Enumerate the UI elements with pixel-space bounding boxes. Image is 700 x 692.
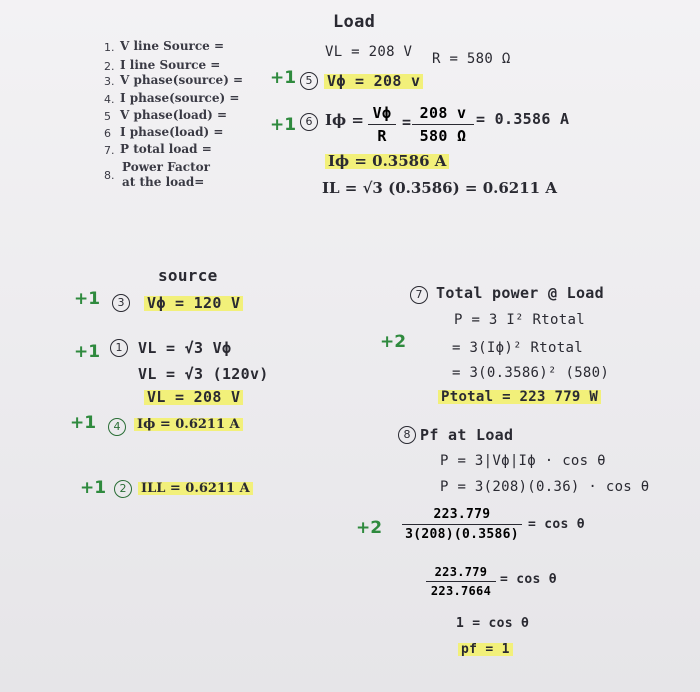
s1-formula: VL = √3 Vϕ — [138, 339, 232, 357]
s1-line-voltage: VL = 208 V — [144, 390, 243, 405]
q3-number: 3. — [104, 75, 115, 88]
pf-result: pf = 1 — [458, 643, 513, 656]
fraction-bar — [368, 124, 396, 125]
s2-line-current: ILL = 0.6211 A — [138, 482, 253, 495]
pf-points: +2 — [356, 518, 383, 538]
q8-label-line1: Power Factor — [122, 160, 210, 174]
s6-lhs: Iϕ = — [325, 111, 364, 129]
load-phase-current: Iϕ = 0.3586 A — [325, 154, 449, 169]
s3-points: +1 — [74, 289, 101, 309]
s6-result: = 0.3586 A — [476, 110, 570, 128]
s6-fraction-numeric — [412, 104, 474, 145]
load-resistance: R = 580 Ω — [432, 51, 511, 67]
s2-number: 2 — [114, 480, 132, 498]
fraction-bar — [412, 124, 474, 125]
fraction-bar — [426, 581, 496, 582]
s4-number: 4 — [108, 418, 126, 436]
s6-points: +1 — [270, 115, 297, 135]
pf-unity: 1 = cos θ — [456, 616, 530, 631]
q1-number: 1. — [104, 41, 115, 54]
s1-circle — [110, 339, 128, 357]
q7-label: P total load = — [120, 142, 212, 156]
pf-fraction-1 — [402, 507, 522, 542]
s6-equals: = — [402, 113, 412, 131]
s6-number: 6 — [300, 113, 318, 131]
power-total: Ptotal = 223 779 W — [438, 390, 601, 404]
q8-number: 8. — [104, 169, 115, 182]
s8-circle — [398, 426, 416, 444]
s8-number: 8 — [398, 426, 416, 444]
pf-frac1-denominator: 3(208)(0.3586) — [405, 527, 519, 542]
load-title: Load — [333, 12, 376, 32]
s7-title: Total power @ Load — [436, 284, 604, 302]
pf-frac2-rhs: = cos θ — [500, 572, 557, 587]
pf-frac2-numerator: 223.779 — [434, 565, 488, 579]
s1-substitution: VL = √3 (120v) — [138, 365, 269, 383]
s4-points: +1 — [70, 413, 97, 433]
pf-frac2-denominator: 223.7664 — [430, 584, 492, 598]
q2-label: I line Source = — [120, 58, 221, 72]
pf-frac1-numerator: 223.779 — [433, 507, 491, 522]
q6-number: 6 — [104, 127, 111, 140]
load-line-current: IL = √3 (0.3586) = 0.6211 A — [322, 179, 557, 197]
s1-points: +1 — [74, 342, 101, 362]
load-line-voltage: VL = 208 V — [325, 44, 413, 60]
s5-circle — [300, 72, 318, 90]
power-step-2: = 3(Iϕ)² Rtotal — [452, 340, 583, 356]
s7-points: +2 — [380, 332, 407, 352]
pf-frac1-rhs: = cos θ — [528, 517, 585, 532]
s3-number: 3 — [112, 294, 130, 312]
s6-circle — [300, 113, 318, 131]
s4-circle — [108, 418, 126, 436]
q2-number: 2. — [104, 60, 115, 73]
s2-points: +1 — [80, 478, 107, 498]
s6-fraction-symbolic — [368, 104, 396, 145]
source-title: source — [158, 266, 218, 285]
s4-phase-current: Iϕ = 0.6211 A — [134, 418, 243, 431]
s7-number: 7 — [410, 286, 428, 304]
q5-number: 5 — [104, 110, 111, 123]
s8-title: Pf at Load — [420, 426, 514, 444]
q8-label-line2: at the load= — [122, 175, 205, 189]
s7-circle — [410, 286, 428, 304]
q3-label: V phase(source) = — [120, 73, 244, 87]
q7-number: 7. — [104, 144, 115, 157]
pf-fraction-2 — [426, 565, 496, 598]
s3-phase-voltage: Vϕ = 120 V — [144, 296, 243, 311]
q4-label: I phase(source) = — [120, 91, 240, 105]
pf-substitution: P = 3(208)(0.36) · cos θ — [440, 479, 650, 495]
s6-frac2-numerator: 208 v — [419, 104, 467, 122]
s6-frac1-numerator: Vϕ — [372, 104, 392, 122]
s5-points: +1 — [270, 68, 297, 88]
s6-frac1-denominator: R — [377, 127, 387, 145]
q5-label: V phase(load) = — [120, 108, 228, 122]
fraction-bar — [402, 524, 522, 525]
power-formula: P = 3 I² Rtotal — [454, 312, 585, 328]
s6-frac2-denominator: 580 Ω — [419, 127, 467, 145]
power-step-3: = 3(0.3586)² (580) — [452, 365, 610, 381]
s2-circle — [114, 480, 132, 498]
s3-circle — [112, 294, 130, 312]
q4-number: 4. — [104, 93, 115, 106]
s5-phase-voltage: Vϕ = 208 v — [324, 74, 423, 89]
s5-number: 5 — [300, 72, 318, 90]
q1-label: V line Source = — [120, 39, 225, 53]
pf-formula: P = 3|Vϕ|Iϕ · cos θ — [440, 453, 606, 469]
q6-label: I phase(load) = — [120, 125, 224, 139]
s1-number: 1 — [110, 339, 128, 357]
